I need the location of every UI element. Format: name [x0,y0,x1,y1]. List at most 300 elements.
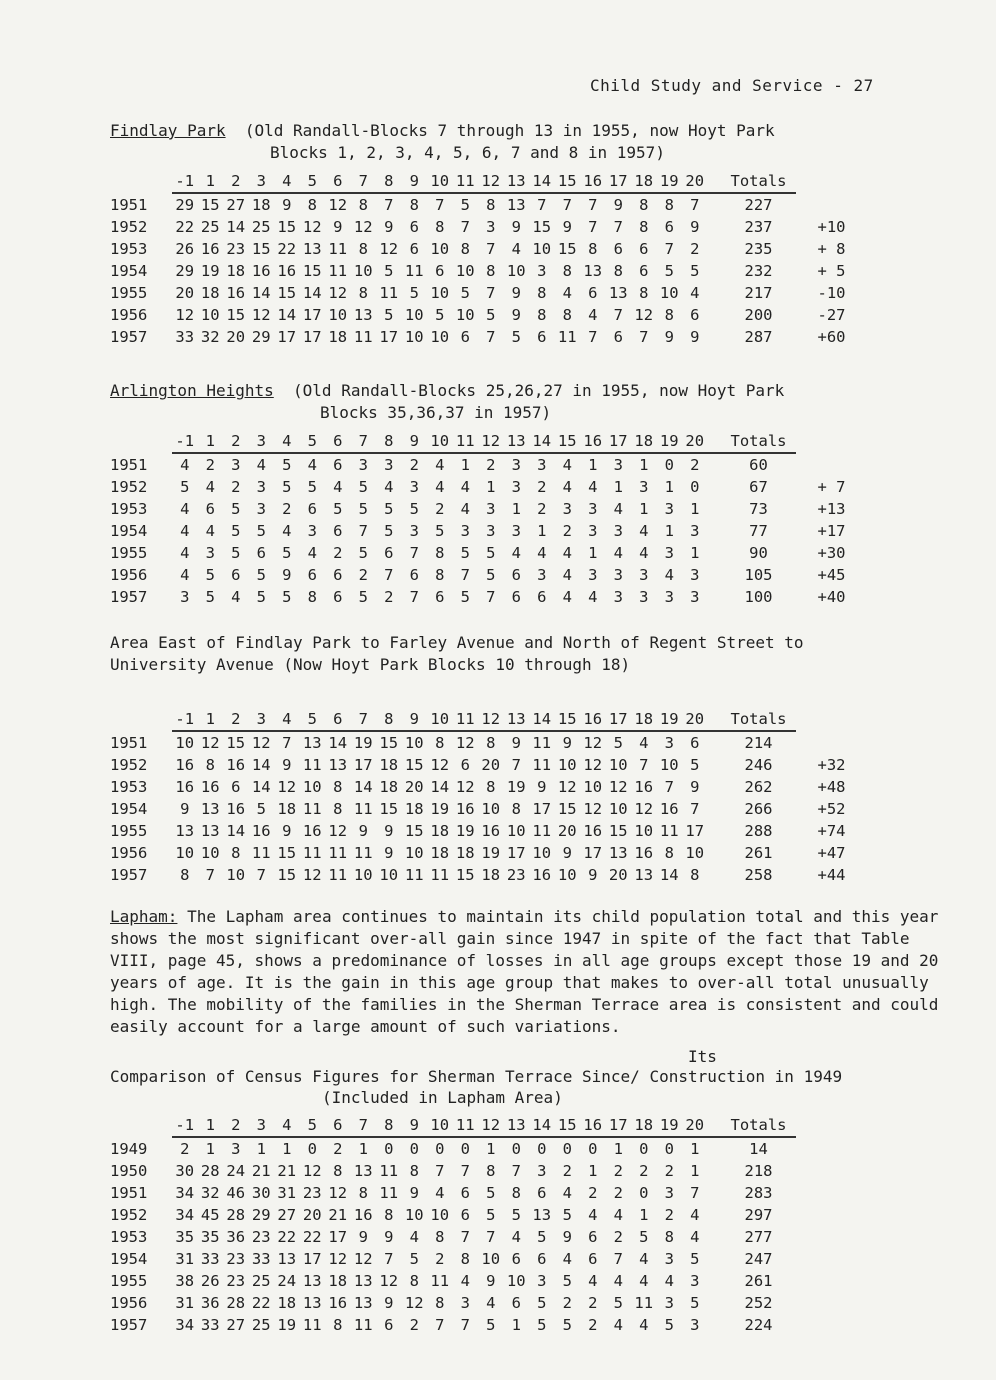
age-header: 17 [606,1114,632,1137]
year-cell: 1954 [110,522,148,540]
count-cell: 6 [409,218,419,236]
count-cell: 5 [460,544,470,562]
count-cell: 5 [282,456,292,474]
count-cell: 6 [639,262,649,280]
age-header: 19 [657,430,683,453]
count-cell: 5 [409,1250,419,1268]
count-cell: 4 [435,478,445,496]
count-cell: 6 [460,1206,470,1224]
count-cell: 23 [226,1250,246,1268]
count-cell: 10 [455,306,475,324]
count-cell: 10 [404,328,424,346]
change-cell: +48 [817,778,846,796]
count-cell: 15 [379,734,399,752]
count-cell: 6 [588,284,598,302]
count-cell: 5 [690,262,700,280]
count-cell: 5 [256,588,266,606]
count-cell: 6 [307,500,317,518]
table-header-row [110,170,846,193]
age-header: 16 [580,430,606,453]
count-cell: 18 [328,328,348,346]
age-header: 11 [453,1114,479,1137]
change-header [796,170,846,193]
count-cell: 5 [409,284,419,302]
total-cell: 261 [744,1272,773,1290]
count-cell: 8 [460,240,470,258]
table-row [110,282,846,304]
count-cell: 2 [613,1162,623,1180]
count-cell: 7 [562,196,572,214]
count-cell: 2 [435,1250,445,1268]
count-cell: 6 [588,1228,598,1246]
count-cell: 1 [486,478,496,496]
age-header: 20 [682,1114,708,1137]
count-cell: 0 [639,1140,649,1158]
count-cell: 20 [302,1206,322,1224]
count-cell: 6 [435,262,445,280]
count-cell: 7 [486,240,496,258]
count-cell: 19 [455,822,475,840]
count-cell: 12 [583,800,603,818]
count-cell: 17 [328,1228,348,1246]
count-cell: 8 [486,262,496,280]
findlay-subtitle-2: Blocks 1, 2, 3, 4, 5, 6, 7 and 8 in 1957) [270,143,665,162]
count-cell: 10 [200,844,220,862]
count-cell: 23 [226,1272,246,1290]
count-cell: 10 [659,756,679,774]
count-cell: 7 [511,1162,521,1180]
count-cell: 29 [175,196,195,214]
count-cell: 8 [613,262,623,280]
count-cell: 2 [639,1162,649,1180]
change-header [796,1114,846,1137]
count-cell: 6 [511,588,521,606]
count-cell: 12 [634,306,654,324]
totals-header: Totals [708,430,796,453]
total-cell: 14 [749,1140,768,1158]
count-cell: 5 [486,544,496,562]
count-cell: 12 [251,306,271,324]
age-header: 16 [580,170,606,193]
count-cell: 12 [379,240,399,258]
age-header: 2 [223,708,249,731]
count-cell: 5 [435,522,445,540]
age-header: 15 [555,170,581,193]
age-header: 7 [351,1114,377,1137]
count-cell: 17 [302,306,322,324]
count-cell: 5 [435,306,445,324]
total-cell: 261 [744,844,773,862]
count-cell: 17 [353,756,373,774]
age-header: 5 [300,170,326,193]
count-cell: 8 [511,800,521,818]
count-cell: 11 [404,262,424,280]
age-header: 4 [274,708,300,731]
count-cell: 23 [226,240,246,258]
count-cell: 2 [409,1316,419,1334]
count-cell: 15 [608,822,628,840]
count-cell: 1 [639,456,649,474]
count-cell: 4 [180,566,190,584]
count-cell: 5 [511,1206,521,1224]
count-cell: 6 [409,240,419,258]
count-cell: 9 [180,800,190,818]
count-cell: 6 [231,566,241,584]
age-header: 7 [351,170,377,193]
count-cell: 3 [460,522,470,540]
count-cell: 4 [511,1228,521,1246]
count-cell: 25 [251,1272,271,1290]
count-cell: 7 [690,1184,700,1202]
change-cell [796,1137,846,1160]
count-cell: 17 [532,800,552,818]
count-cell: 4 [256,456,266,474]
count-cell: 4 [588,478,598,496]
count-cell: 20 [226,328,246,346]
count-cell: 4 [588,1272,598,1290]
age-header: 9 [402,170,428,193]
count-cell: 3 [511,478,521,496]
total-cell: 252 [744,1294,773,1312]
count-cell: 7 [664,778,674,796]
count-cell: 7 [409,544,419,562]
count-cell: 2 [205,456,215,474]
count-cell: 10 [353,866,373,884]
count-cell: 2 [537,500,547,518]
count-cell: 10 [532,240,552,258]
count-cell: 13 [302,240,322,258]
count-cell: 3 [613,522,623,540]
count-cell: 10 [379,866,399,884]
count-cell: 9 [562,734,572,752]
count-cell: 16 [659,800,679,818]
count-cell: 3 [690,588,700,606]
count-cell: 2 [664,1206,674,1224]
age-header: 6 [325,708,351,731]
count-cell: 8 [409,1272,419,1290]
census-table [110,430,846,608]
year-cell: 1951 [110,733,148,752]
count-cell: 16 [583,822,603,840]
count-cell: 25 [200,218,220,236]
count-cell: 3 [409,478,419,496]
count-cell: 10 [532,844,552,862]
count-cell: 5 [358,500,368,518]
count-cell: 1 [690,544,700,562]
age-header: 12 [478,1114,504,1137]
count-cell: 3 [588,500,598,518]
count-cell: 5 [690,756,700,774]
age-header: 14 [529,170,555,193]
age-header: 1 [198,170,224,193]
count-cell: 18 [200,284,220,302]
count-cell: 1 [664,478,674,496]
count-cell: 5 [460,284,470,302]
count-cell: 8 [409,1162,419,1180]
age-header: 19 [657,170,683,193]
count-cell: 5 [256,522,266,540]
count-cell: 1 [639,500,649,518]
count-cell: 18 [481,866,501,884]
count-cell: 13 [302,1272,322,1290]
count-cell: 34 [175,1206,195,1224]
age-header: 5 [300,1114,326,1137]
count-cell: 20 [175,284,195,302]
count-cell: 9 [690,328,700,346]
count-cell: 9 [511,218,521,236]
count-cell: 33 [251,1250,271,1268]
year-cell: 1951 [110,195,148,214]
count-cell: 4 [562,544,572,562]
year-cell: 1953 [110,1228,148,1246]
count-cell: 12 [379,1272,399,1290]
count-cell: 12 [328,1250,348,1268]
table-header-row [110,1114,846,1137]
count-cell: 10 [175,734,195,752]
count-cell: 4 [435,1184,445,1202]
count-cell: 6 [537,1250,547,1268]
count-cell: 16 [251,822,271,840]
age-header: 2 [223,170,249,193]
count-cell: 2 [282,500,292,518]
count-cell: 20 [481,756,501,774]
change-cell: +45 [817,566,846,584]
year-cell: 1952 [110,478,148,496]
age-header: 16 [580,708,606,731]
count-cell: 8 [460,1250,470,1268]
count-cell: 15 [404,822,424,840]
year-cell: 1956 [110,844,148,862]
count-cell: 10 [608,756,628,774]
count-cell: 0 [664,1140,674,1158]
count-cell: 0 [639,1184,649,1202]
count-cell: 29 [251,328,271,346]
count-cell: 8 [231,844,241,862]
count-cell: 11 [353,1316,373,1334]
age-header: 14 [529,1114,555,1137]
count-cell: 1 [460,456,470,474]
change-cell [796,1292,846,1314]
count-cell: 33 [175,328,195,346]
count-cell: 3 [486,500,496,518]
count-cell: 2 [588,1316,598,1334]
count-cell: 10 [506,822,526,840]
count-cell: 36 [226,1228,246,1246]
count-cell: 3 [639,588,649,606]
age-header: -1 [172,430,198,453]
count-cell: 7 [486,328,496,346]
count-cell: 10 [481,1250,501,1268]
count-cell: 7 [205,866,215,884]
year-cell: 1955 [110,822,148,840]
count-cell: 8 [333,778,343,796]
year-cell: 1952 [110,756,148,774]
count-cell: 4 [639,522,649,540]
age-header: 10 [427,708,453,731]
count-cell: 28 [200,1162,220,1180]
count-cell: 29 [175,262,195,280]
count-cell: 5 [460,588,470,606]
count-cell: 13 [583,262,603,280]
age-header: 14 [529,430,555,453]
count-cell: 4 [588,306,598,324]
count-cell: 12 [353,218,373,236]
age-header: 8 [376,708,402,731]
count-cell: 8 [435,566,445,584]
count-cell: 8 [562,262,572,280]
count-cell: 16 [277,262,297,280]
count-cell: 6 [384,544,394,562]
count-cell: 9 [358,822,368,840]
count-cell: 11 [328,844,348,862]
count-cell: 2 [690,240,700,258]
count-cell: 4 [562,1184,572,1202]
count-cell: 9 [358,1228,368,1246]
count-cell: 5 [486,306,496,324]
count-cell: 7 [613,306,623,324]
count-cell: 18 [455,844,475,862]
change-cell: + 5 [817,262,846,280]
count-cell: 16 [175,756,195,774]
year-header [110,708,172,731]
count-cell: 5 [180,478,190,496]
count-cell: 2 [537,478,547,496]
count-cell: 11 [302,756,322,774]
age-header: 11 [453,708,479,731]
count-cell: 19 [481,844,501,862]
change-cell [796,1182,846,1204]
table-row [110,1160,846,1182]
table-row [110,304,846,326]
count-cell: 1 [511,500,521,518]
count-cell: 17 [583,844,603,862]
count-cell: 6 [460,328,470,346]
total-cell: 217 [744,284,773,302]
age-header: 3 [249,1114,275,1137]
year-cell: 1957 [110,1316,148,1334]
year-cell: 1955 [110,284,148,302]
count-cell: 8 [588,240,598,258]
count-cell: 13 [608,844,628,862]
count-cell: 6 [256,544,266,562]
count-cell: 7 [384,1250,394,1268]
change-cell: +47 [817,844,846,862]
age-header: 14 [529,708,555,731]
count-cell: 10 [328,306,348,324]
count-cell: 8 [664,306,674,324]
count-cell: 7 [486,588,496,606]
count-cell: 7 [435,196,445,214]
count-cell: 9 [562,844,572,862]
count-cell: 8 [409,196,419,214]
count-cell: 31 [175,1250,195,1268]
count-cell: 8 [435,1228,445,1246]
count-cell: 12 [608,778,628,796]
count-cell: 9 [384,218,394,236]
count-cell: 7 [511,756,521,774]
table-row [110,1226,846,1248]
count-cell: 9 [384,844,394,862]
age-header: 4 [274,170,300,193]
table-row [110,1182,846,1204]
change-cell: +60 [817,328,846,346]
total-cell: 237 [744,218,773,236]
count-cell: 10 [200,306,220,324]
change-cell: +74 [817,822,846,840]
table-row [110,776,846,798]
age-header: 6 [325,1114,351,1137]
count-cell: 17 [506,844,526,862]
year-cell: 1954 [110,262,148,280]
count-cell: 11 [328,262,348,280]
count-cell: 9 [511,306,521,324]
year-cell: 1953 [110,240,148,258]
count-cell: 5 [690,1250,700,1268]
table-header-row [110,708,846,731]
count-cell: 11 [302,1316,322,1334]
age-header: 12 [478,170,504,193]
count-cell: 7 [486,1228,496,1246]
count-cell: 10 [455,262,475,280]
count-cell: 4 [282,522,292,540]
table-row [110,754,846,776]
count-cell: 15 [200,196,220,214]
count-cell: 4 [690,1206,700,1224]
age-header: 19 [657,708,683,731]
age-header: 20 [682,430,708,453]
count-cell: 4 [639,734,649,752]
count-cell: 1 [690,1140,700,1158]
count-cell: 3 [537,1162,547,1180]
count-cell: 16 [226,284,246,302]
count-cell: 12 [455,778,475,796]
count-cell: 6 [333,456,343,474]
age-header: 10 [427,170,453,193]
count-cell: 5 [639,1228,649,1246]
count-cell: 2 [231,478,241,496]
count-cell: 10 [634,822,654,840]
age-header: 1 [198,708,224,731]
count-cell: 12 [251,734,271,752]
count-cell: 2 [690,456,700,474]
age-header: 20 [682,170,708,193]
age-header: 11 [453,430,479,453]
count-cell: 7 [435,1162,445,1180]
count-cell: 4 [180,522,190,540]
count-cell: 12 [557,778,577,796]
count-cell: 11 [379,284,399,302]
count-cell: 26 [200,1272,220,1290]
count-cell: 31 [277,1184,297,1202]
arlington-section [110,380,940,608]
count-cell: 6 [613,328,623,346]
count-cell: 5 [205,566,215,584]
count-cell: 4 [205,478,215,496]
total-cell: 247 [744,1250,773,1268]
count-cell: 12 [353,1250,373,1268]
count-cell: 9 [562,218,572,236]
count-cell: 4 [180,500,190,518]
age-header: 8 [376,430,402,453]
table-header-row [110,430,846,453]
count-cell: 11 [328,240,348,258]
count-cell: 2 [333,1140,343,1158]
count-cell: 2 [613,1184,623,1202]
count-cell: 4 [460,500,470,518]
count-cell: 10 [404,734,424,752]
count-cell: 1 [537,522,547,540]
count-cell: 7 [537,196,547,214]
